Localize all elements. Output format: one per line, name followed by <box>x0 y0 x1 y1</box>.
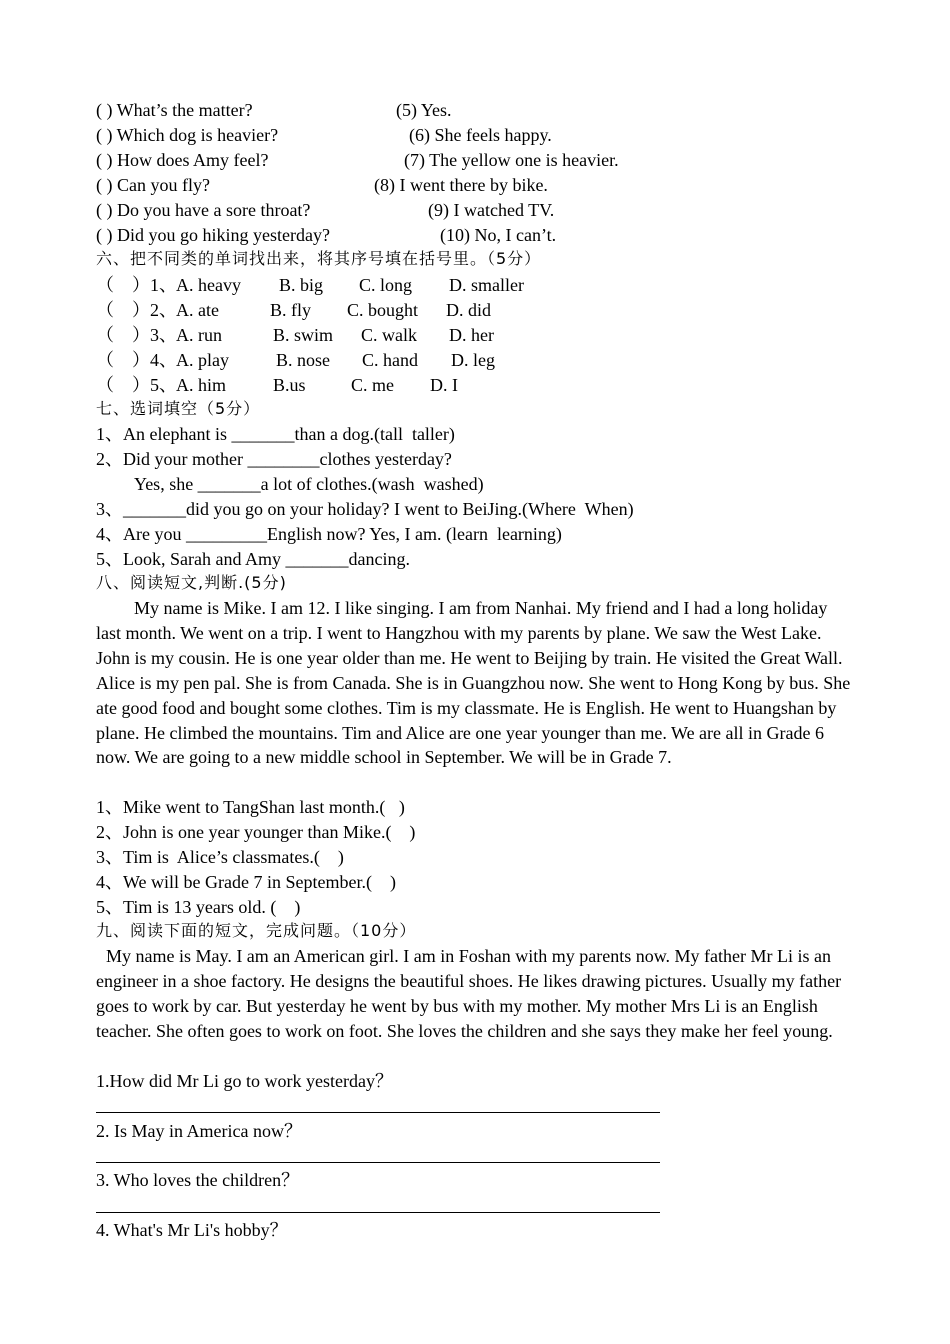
judge-question: 1、Mike went to TangShan last month.( ) <box>96 797 405 817</box>
answer-line[interactable] <box>96 1162 660 1163</box>
choice-option: C. hand <box>362 350 418 370</box>
match-question: ( ) Do you have a sore throat? <box>96 200 311 220</box>
choice-number: （ ）2、 <box>96 300 177 320</box>
fill-blank-line: 1、An elephant is _______than a dog.(tall taller) <box>96 424 455 444</box>
choice-option: D. leg <box>451 350 495 370</box>
choice-option: D. smaller <box>449 275 524 295</box>
choice-option: B. big <box>279 275 324 295</box>
match-question: ( ) Which dog is heavier? <box>96 125 279 145</box>
fill-blank-line: 2、Did your mother ________clothes yesterday? <box>96 449 452 469</box>
choice-option: C. me <box>351 375 394 395</box>
comprehension-question: 1.How did Mr Li go to work yesterday？ <box>96 1071 393 1091</box>
fill-blank-line: Yes, she _______a lot of clothes.(wash washed) <box>134 474 484 494</box>
comprehension-question: 4. What's Mr Li's hobby？ <box>96 1220 288 1240</box>
choice-option: C. walk <box>361 325 417 345</box>
judge-question: 4、We will be Grade 7 in September.( ) <box>96 872 396 892</box>
match-answer: (7) The yellow one is heavier. <box>404 150 619 170</box>
passage-text: My name is Mike. I am 12. I like singing. I am from Nanhai. My friend and I had a long holiday last month. We went on a trip. I went to Hangzhou with my parents by plane. We saw the West Lake. John is my cousin. He is one year older than me. He went to Beijing by train. He visited the Great Wall. Alice is my pen pal. She is from Canada. She is in Guangzhou now. She went to Hong Kong by bus. She ate good food and bought some clothes. Tim is my classmate. He is English. He went to Huangshan by plane. He climbed the mountains. Tim and Alice are one year younger than me. We are all in Grade 6 now. We are going to a new middle school in September. We will be in Grade 7. <box>96 598 851 768</box>
fill-blank-line: 5、Look, Sarah and Amy _______dancing. <box>96 549 410 569</box>
fill-blank-line: 3、_______did you go on your holiday? I went to BeiJing.(Where When) <box>96 499 634 519</box>
section-7-title: 七、选词填空（5分） <box>96 399 261 418</box>
choice-option: B. nose <box>276 350 330 370</box>
comprehension-question: 2. Is May in America now？ <box>96 1121 302 1141</box>
section-6-title: 六、把不同类的单词找出来，将其序号填在括号里。（5分） <box>96 249 542 268</box>
reading-passage <box>96 944 854 1044</box>
choice-option: A. him <box>176 375 227 395</box>
choice-number: （ ）4、 <box>96 350 177 370</box>
match-answer: (6) She feels happy. <box>409 125 552 145</box>
match-question: ( ) How does Amy feel? <box>96 150 269 170</box>
choice-option: C. bought <box>347 300 419 320</box>
choice-option: D. did <box>446 300 491 320</box>
choice-option: D. her <box>449 325 494 345</box>
choice-option: A. heavy <box>176 275 241 295</box>
choice-option: B.us <box>273 375 306 395</box>
choice-option: A. run <box>176 325 222 345</box>
choice-number: （ ）1、 <box>96 275 177 295</box>
judge-question: 5、Tim is 13 years old. ( ) <box>96 897 301 917</box>
section-8-title: 八、阅读短文,判断.(5分) <box>96 573 287 592</box>
comprehension-question: 3. Who loves the children？ <box>96 1170 300 1190</box>
match-answer: (8) I went there by bike. <box>374 175 548 195</box>
match-answer: (10) No, I can’t. <box>440 225 557 245</box>
choice-option: A. play <box>176 350 229 370</box>
section-9-title: 九、阅读下面的短文，完成问题。（10分） <box>96 921 417 940</box>
answer-line[interactable] <box>96 1112 660 1113</box>
match-answer: (5) Yes. <box>396 100 452 120</box>
reading-passage <box>96 596 854 770</box>
judge-question: 3、Tim is Alice’s classmates.( ) <box>96 847 344 867</box>
match-question: ( ) Did you go hiking yesterday? <box>96 225 330 245</box>
choice-option: C. long <box>359 275 413 295</box>
judge-question: 2、John is one year younger than Mike.( ) <box>96 822 416 842</box>
choice-number: （ ）3、 <box>96 325 177 345</box>
answer-line[interactable] <box>96 1212 660 1213</box>
match-answer: (9) I watched TV. <box>428 200 555 220</box>
match-question: ( ) Can you fly? <box>96 175 210 195</box>
fill-blank-line: 4、Are you _________English now? Yes, I am. (learn learning) <box>96 524 562 544</box>
choice-option: A. ate <box>176 300 219 320</box>
choice-option: B. fly <box>270 300 312 320</box>
choice-number: （ ）5、 <box>96 375 177 395</box>
choice-option: B. swim <box>273 325 334 345</box>
choice-option: D. I <box>430 375 458 395</box>
match-question: ( ) What’s the matter? <box>96 100 253 120</box>
passage-text: My name is May. I am an American girl. I am in Foshan with my parents now. My father Mr Li is an engineer in a shoe factory. He designs the beautiful shoes. He likes drawing pictures. Usually my father goes to work by car. But yesterday he went by bus with my mother. My mother Mrs Li is an English teacher. She often goes to work on foot. She loves the children and she says they make her feel young. <box>96 946 842 1041</box>
